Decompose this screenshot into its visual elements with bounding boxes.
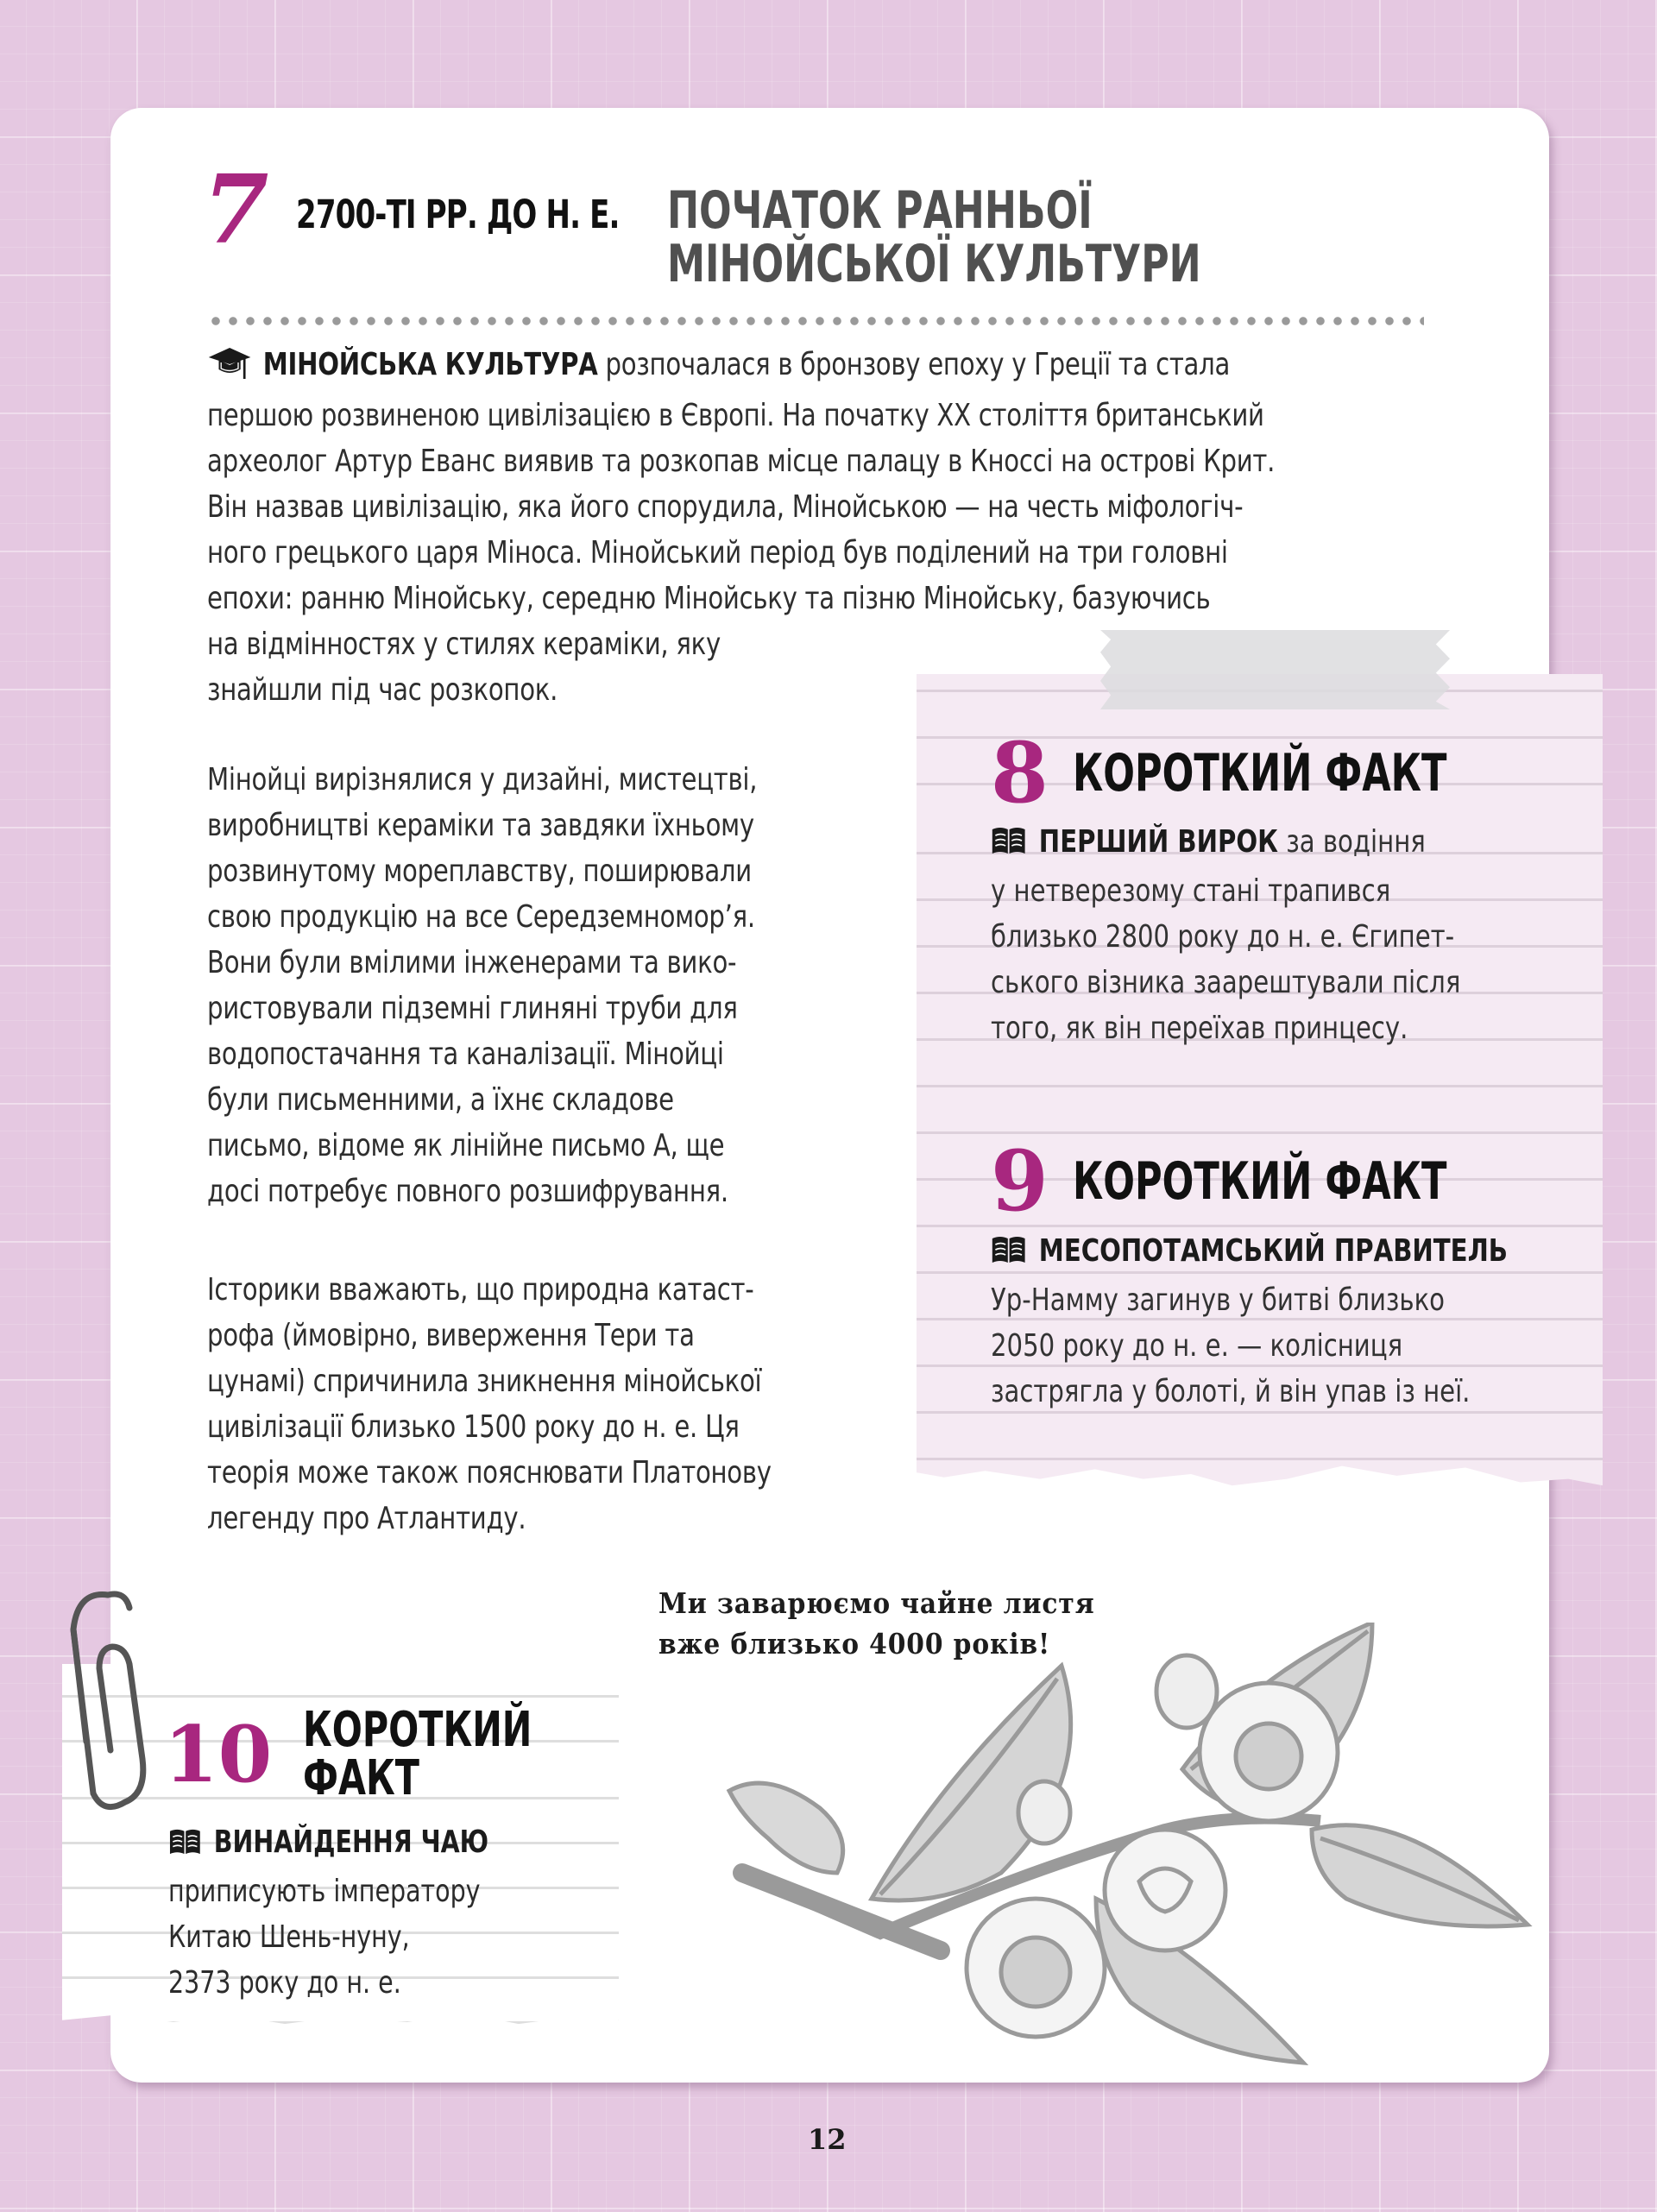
entry-title-line: МІНОЙСЬКОЇ КУЛЬТУРИ (667, 234, 1201, 294)
fact-title-line: ФАКТ (303, 1750, 420, 1806)
paragraph-minoans (207, 757, 880, 1214)
paragraph-line: розвинутому мореплавству, поширювали (207, 854, 752, 889)
book-icon (991, 822, 1026, 868)
paragraph-catastrophe (207, 1267, 880, 1541)
paragraph-line: першою розвиненою цивілізацією в Європі. На початку XX століття британський (207, 398, 1264, 433)
fact-header (991, 1132, 1540, 1230)
paragraph-line: свою продукцію на все Середземномор’я. (207, 899, 755, 935)
paragraph-line: досі потребує повного розшифрування. (207, 1174, 728, 1209)
paragraph-line: знайшли під час розкопок. (207, 672, 558, 708)
paragraph-line: ного грецького царя Міноса. Мінойський період був поділений на три головні (207, 535, 1228, 570)
paragraph-line: Вони були вмілими інженерами та вико- (207, 945, 737, 980)
fact-number: 8 (991, 724, 1049, 822)
fact-title: КОРОТКИЙ ФАКТ (1072, 743, 1447, 804)
fact-title-line: КОРОТКИЙ (303, 1702, 532, 1758)
paragraph-line: археолог Артур Еванс виявив та розкопав місце палацу в Кноссі на острові Крит. (207, 444, 1276, 479)
paragraph-line: цивілізації близько 1500 року до н. е. Ця (207, 1409, 740, 1445)
fact-number: 10 (164, 1709, 273, 1800)
paragraph-line: виробництві кераміки та завдяки їхньому (207, 808, 754, 843)
paragraph-line: Мінойці вирізнялися у дизайні, мистецтві, (207, 762, 758, 797)
fact-body (991, 819, 1595, 1051)
lead-term: МЕСОПОТАМСЬКИЙ ПРАВИТЕЛЬ (1038, 1233, 1509, 1269)
graduation-cap-icon (207, 345, 252, 393)
paragraph-line: ристовували підземні глиняні труби для (207, 991, 738, 1026)
paragraph-line: Він назвав цивілізацію, яка його спорудила, Мінойською — на честь міфологіч- (207, 489, 1244, 525)
fact-line: близько 2800 року до н. е. Єгипет- (991, 919, 1455, 955)
lead-term: ВИНАЙДЕННЯ ЧАЮ (213, 1824, 489, 1860)
tape-strip (1100, 630, 1450, 709)
paragraph-text: розпочалася в бронзову епоху у Греції та стала (597, 347, 1231, 382)
fact-number: 9 (991, 1132, 1049, 1230)
paragraph-line: були письменними, а їхнє складове (207, 1082, 674, 1118)
tea-branch-illustration (716, 1623, 1545, 2092)
paragraph-line: теорія може також пояснювати Платонову (207, 1455, 772, 1490)
page-number: 12 (808, 2123, 847, 2156)
paragraph-line: на відмінностях у стилях кераміки, яку (207, 627, 721, 662)
paragraph-line: цунамі) спричинила зникнення мінойської (207, 1364, 762, 1399)
fact-body (991, 1228, 1595, 1415)
fact-header (164, 1702, 583, 1806)
fact-line: приписують імператору (168, 1874, 481, 1909)
fact-line (168, 1819, 548, 1869)
quote-line: Ми заварюємо чайне листя (658, 1586, 1095, 1620)
fact-line: 2050 року до н. е. — колісниця (991, 1328, 1403, 1364)
fact-line: Китаю Шень-нуну, (168, 1919, 410, 1955)
fact-title (303, 1702, 532, 1806)
book-icon (168, 1823, 202, 1869)
lead-term: ПЕРШИЙ ВИРОК (1038, 824, 1278, 860)
paragraph-line: епохи: ранню Мінойську, середню Мінойську та пізню Мінойську, базуючись (207, 581, 1211, 616)
fact-header (991, 724, 1540, 822)
paragraph-line: рофа (ймовірно, виверження Тери та (207, 1318, 695, 1353)
entry-title-line: ПОЧАТОК РАННЬОЇ (667, 180, 1093, 241)
paragraph-line (207, 342, 1326, 393)
fact-line: ського візника заарештували після (991, 965, 1461, 1000)
fact-line (991, 1228, 1534, 1277)
paragraph-line: водопостачання та каналізації. Мінойці (207, 1037, 724, 1072)
fact-line: того, як він переїхав принцесу. (991, 1011, 1408, 1046)
entry-date: 2700-ТІ РР. ДО Н. Е. (296, 192, 620, 237)
fact-body (168, 1819, 600, 2006)
fact-text: за водіння (1278, 824, 1426, 860)
paperclip-icon (60, 1586, 164, 1823)
fact-title: КОРОТКИЙ ФАКТ (1072, 1151, 1447, 1212)
entry-number: 7 (203, 154, 269, 265)
paragraph-line: письмо, відоме як лінійне письмо А, ще (207, 1128, 725, 1163)
fact-line: 2373 року до н. е. (168, 1965, 401, 2001)
dotted-divider (207, 316, 1424, 326)
quote-line: вже близько 4000 років! (658, 1627, 1051, 1661)
book-icon (991, 1232, 1026, 1277)
fact-line (991, 819, 1534, 868)
fact-line: застрягла у болоті, й він упав із неї. (991, 1374, 1471, 1409)
fact-line: у нетверезому стані трапився (991, 873, 1391, 909)
lead-term: МІНОЙСЬКА КУЛЬТУРА (262, 347, 598, 382)
paragraph-line: легенду про Атлантиду. (207, 1501, 526, 1536)
entry-title (667, 180, 1304, 294)
paragraph-line: Історики вважають, що природна катаст- (207, 1272, 754, 1308)
fact-line: Ур-Намму загинув у битві близько (991, 1282, 1446, 1318)
